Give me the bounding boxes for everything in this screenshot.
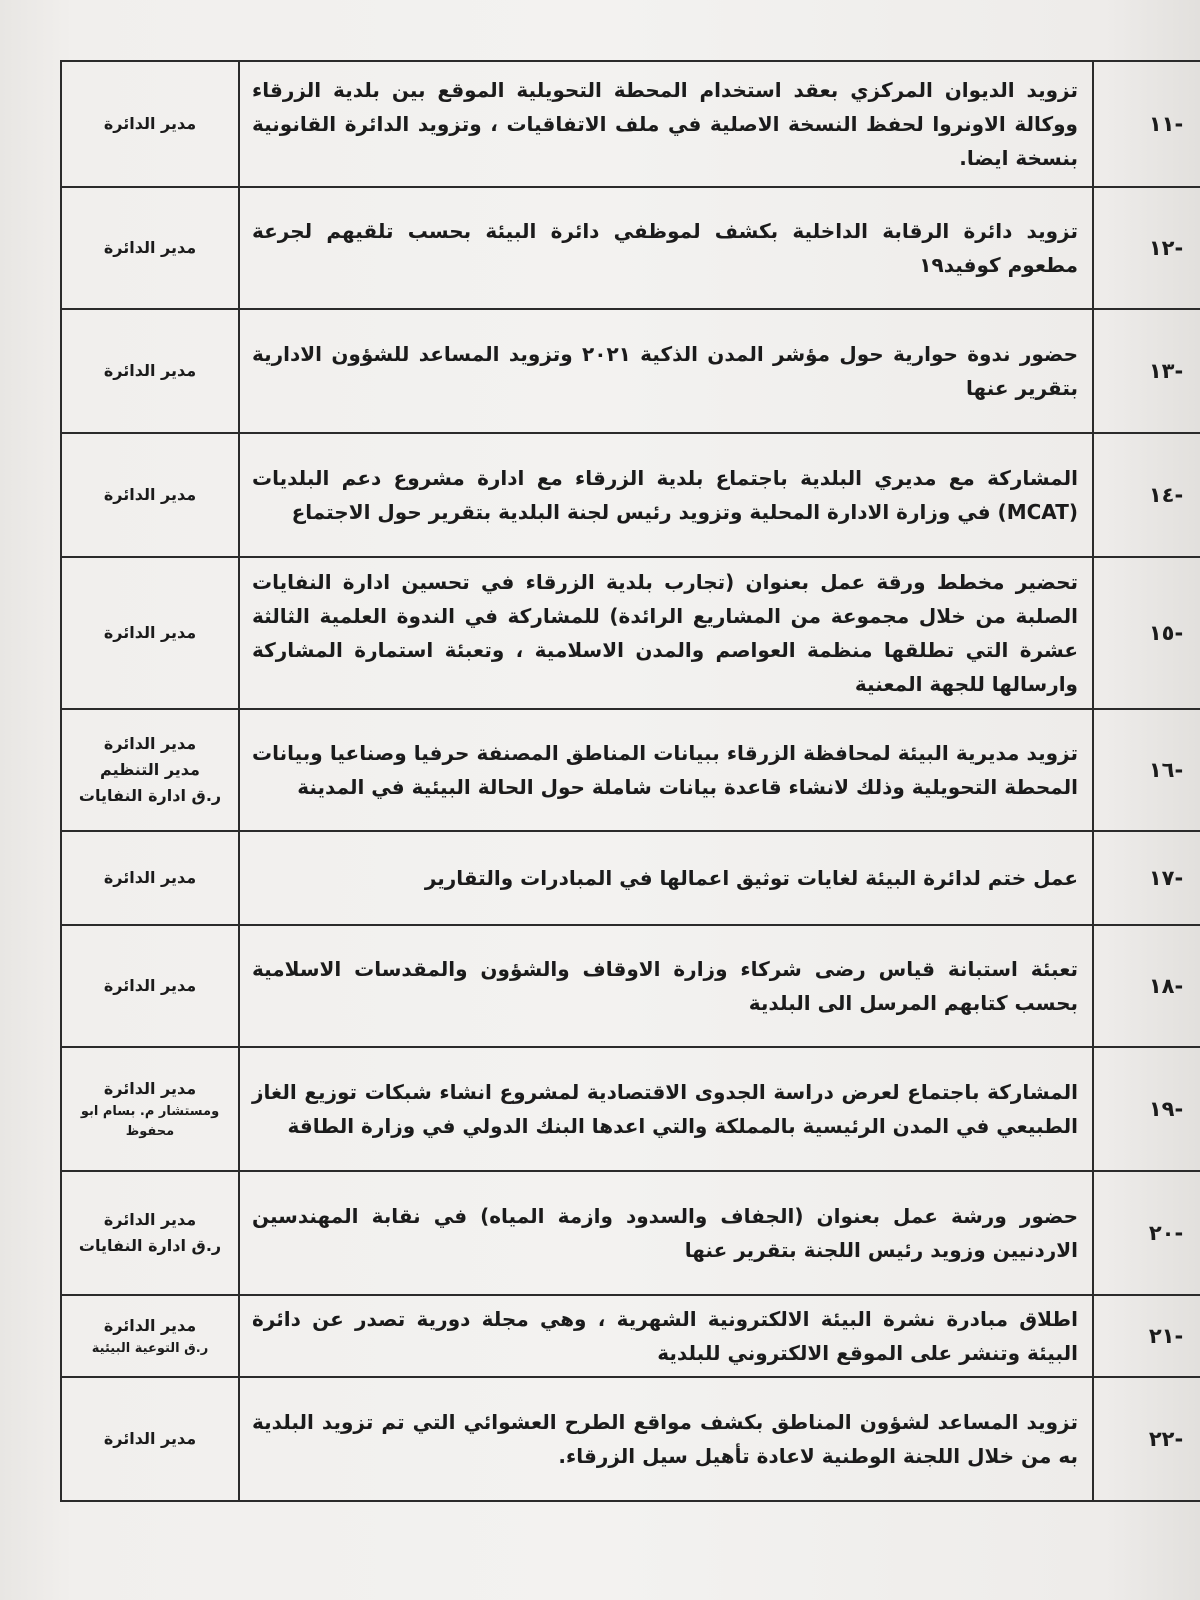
table-row — [61, 433, 1200, 557]
responsible-party — [61, 1047, 239, 1171]
row-number: -١٩ — [1093, 1047, 1200, 1171]
table-row — [61, 309, 1200, 433]
task-description: تزويد مديرية البيئة لمحافظة الزرقاء ببيانات المناطق المصنفة حرفيا وصناعيا وبيانات المحطة التحويلية وذلك لانشاء قاعدة بيانات شاملة حول الحالة البيئية في المدينة — [239, 709, 1093, 831]
task-description: تزويد المساعد لشؤون المناطق بكشف مواقع الطرح العشوائي التي تم تزويد البلدية به من خلال اللجنة الوطنية لاعادة تأهيل سيل الزرقاء. — [239, 1377, 1093, 1501]
responsible-party — [61, 709, 239, 831]
responsible-party — [61, 1377, 239, 1501]
table-row — [61, 1047, 1200, 1171]
task-description: عمل ختم لدائرة البيئة لغايات توثيق اعمالها في المبادرات والتقارير — [239, 831, 1093, 925]
responsible-party — [61, 433, 239, 557]
responsible-line: مدير الدائرة — [103, 734, 197, 753]
responsible-line: مدير الدائرة — [103, 114, 197, 133]
row-number: -١٤ — [1093, 433, 1200, 557]
row-number: -٢١ — [1093, 1295, 1200, 1377]
row-number: -١١ — [1093, 61, 1200, 187]
task-description: تزويد الديوان المركزي بعقد استخدام المحطة التحويلية الموقع بين بلدية الزرقاء ووكالة الاونروا لحفظ النسخة الاصلية في ملف الاتفاقيات ، وتزويد الدائرة القانونية بنسخة ايضا. — [239, 61, 1093, 187]
responsible-party — [61, 61, 239, 187]
responsible-line: مدير الدائرة — [103, 1210, 197, 1229]
task-description: حضور ورشة عمل بعنوان (الجفاف والسدود وازمة المياه) في نقابة المهندسين الاردنيين وزويد رئيس اللجنة بتقرير عنها — [239, 1171, 1093, 1295]
responsible-line: مدير الدائرة — [103, 868, 197, 887]
responsible-party — [61, 1295, 239, 1377]
tasks-table — [60, 60, 1200, 1502]
responsible-party — [61, 831, 239, 925]
row-number: -١٦ — [1093, 709, 1200, 831]
table-row — [61, 1171, 1200, 1295]
responsible-line: مدير الدائرة — [103, 1429, 197, 1448]
task-description: تعبئة استبانة قياس رضى شركاء وزارة الاوقاف والشؤون والمقدسات الاسلامية بحسب كتابهم المرسل الى البلدية — [239, 925, 1093, 1047]
table-row — [61, 1295, 1200, 1377]
row-number: -١٣ — [1093, 309, 1200, 433]
responsible-line: مدير التنظيم — [100, 760, 200, 779]
task-description: اطلاق مبادرة نشرة البيئة الالكترونية الشهرية ، وهي مجلة دورية تصدر عن دائرة البيئة وتنشر على الموقع الالكتروني للبلدية — [239, 1295, 1093, 1377]
tasks-table-body — [61, 61, 1200, 1501]
task-description: المشاركة مع مديري البلدية باجتماع بلدية الزرقاء مع ادارة مشروع دعم البلديات (MCAT) في وزارة الادارة المحلية وتزويد رئيس لجنة البلدية بتقرير حول الاجتماع — [239, 433, 1093, 557]
row-number: -٢٠ — [1093, 1171, 1200, 1295]
row-number: -١٢ — [1093, 187, 1200, 309]
responsible-line: مدير الدائرة — [103, 1316, 197, 1335]
task-description: تزويد دائرة الرقابة الداخلية بكشف لموظفي دائرة البيئة بحسب تلقيهم لجرعة مطعوم كوفيد١٩ — [239, 187, 1093, 309]
row-number: -٢٢ — [1093, 1377, 1200, 1501]
responsible-party — [61, 925, 239, 1047]
task-description: المشاركة باجتماع لعرض دراسة الجدوى الاقتصادية لمشروع انشاء شبكات توزيع الغاز الطبيعي في المدن الرئيسية بالمملكة والتي اعدها البنك الدولي في وزارة الطاقة — [239, 1047, 1093, 1171]
table-row — [61, 925, 1200, 1047]
responsible-line: ر.ق التوعية البيئية — [91, 1341, 209, 1356]
responsible-line: مدير الدائرة — [103, 623, 197, 642]
responsible-line: ر.ق ادارة النفايات — [78, 1236, 222, 1255]
responsible-line: ومستشار م. بسام ابو محفوظ — [80, 1104, 220, 1139]
table-row — [61, 557, 1200, 709]
responsible-line: مدير الدائرة — [103, 976, 197, 995]
table-row — [61, 1377, 1200, 1501]
table-row — [61, 831, 1200, 925]
responsible-line: مدير الدائرة — [103, 485, 197, 504]
row-number: -١٥ — [1093, 557, 1200, 709]
table-row — [61, 61, 1200, 187]
row-number: -١٧ — [1093, 831, 1200, 925]
responsible-line: مدير الدائرة — [103, 361, 197, 380]
task-description: تحضير مخطط ورقة عمل بعنوان (تجارب بلدية الزرقاء في تحسين ادارة النفايات الصلبة من خلال مجموعة من المشاريع الرائدة) للمشاركة في الندوة العلمية الثالثة عشرة التي تطلقها منظمة العواصم والمدن الاسلامية ، وتعبئة استمارة المشاركة وارسالها للجهة المعنية — [239, 557, 1093, 709]
task-description: حضور ندوة حوارية حول مؤشر المدن الذكية ٢٠٢١ وتزويد المساعد للشؤون الادارية بتقرير عنها — [239, 309, 1093, 433]
responsible-party — [61, 309, 239, 433]
table-row — [61, 709, 1200, 831]
responsible-line: مدير الدائرة — [103, 238, 197, 257]
table-row — [61, 187, 1200, 309]
responsible-party — [61, 557, 239, 709]
responsible-line: مدير الدائرة — [103, 1079, 197, 1098]
row-number: -١٨ — [1093, 925, 1200, 1047]
responsible-party — [61, 187, 239, 309]
responsible-party — [61, 1171, 239, 1295]
responsible-line: ر.ق ادارة النفايات — [78, 786, 222, 805]
